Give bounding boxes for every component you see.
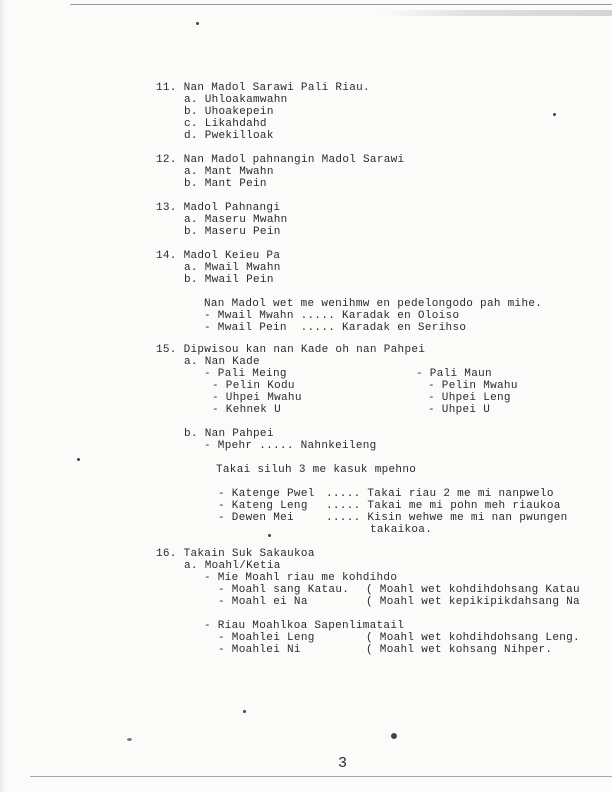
q13-option-b: b. Maseru Pein [184,226,281,238]
q16-group1-row1-left: - Moahl sang Katau. [218,584,350,596]
q14-option-b: b. Mwail Pein [184,274,274,286]
q15-b-label: b. Nan Pahpei [184,428,274,440]
q11-option-b: b. Uhoakepein [184,106,274,118]
q16-heading: 16. Takain Suk Sakaukoa [156,548,315,560]
q15-pair-1-right: ..... Takai riau 2 me mi nanpwelo [326,488,554,500]
q15-b-sub: - Mpehr ..... Nahnkeileng [204,440,377,452]
q15-pair-2-right: ..... Takai me mi pohn meh riaukoa [326,500,561,512]
q15-left-4: - Kehnek U [212,404,282,416]
scan-speck [127,738,132,741]
scan-top-shadow [380,10,612,16]
q15-pair-continuation: takaikoa. [370,524,433,536]
q11-heading: 11. Nan Madol Sarawi Pali Riau. [156,82,370,94]
q16-group1-row2-right: ( Moahl wet kepikipikdahsang Na [366,596,580,608]
q12-option-b: b. Mant Pein [184,178,267,190]
scan-speck [77,458,80,461]
q16-group2-row1-left: - Moahlei Leng [218,632,315,644]
q11-option-c: c. Likahdahd [184,118,267,130]
q15-pair-3-left: - Dewen Mei [218,512,294,524]
q14-sub-1: - Mwail Mwahn ..... Karadak en Oloiso [204,310,460,322]
q16-group2-row1-right: ( Moahl wet kohdihdohsang Leng. [366,632,580,644]
q15-pair-2-left: - Kateng Leng [218,500,308,512]
q15-left-2: - Pelin Kodu [212,380,295,392]
q15-pair-1-left: - Katenge Pwel [218,488,315,500]
q11-option-a: a. Uhloakamwahn [184,94,288,106]
q12-option-a: a. Mant Mwahn [184,166,274,178]
q16-group1-title: - Mie Moahl riau me kohdihdo [204,572,398,584]
scan-left-edge [0,0,6,792]
q13-heading: 13. Madol Pahnangi [156,202,281,214]
q15-pair-3-right: ..... Kisin wehwe me mi nan pwungen [326,512,568,524]
q15-takai: Takai siluh 3 me kasuk mpehno [216,464,417,476]
q11-option-d: d. Pwekilloak [184,130,274,142]
q14-sub-2: - Mwail Pein ..... Karadak en Serihso [204,322,467,334]
q16-a-label: a. Moahl/Ketia [184,560,281,572]
q15-right-2: - Pelin Mwahu [428,380,518,392]
q15-left-3: - Uhpei Mwahu [212,392,302,404]
q15-heading: 15. Dipwisou kan nan Kade oh nan Pahpei [156,344,426,356]
q12-heading: 12. Nan Madol pahnangin Madol Sarawi [156,154,405,166]
scan-speck [553,113,556,116]
q16-group2-title: - Riau Moahlkoa Sapenlimatail [204,620,405,632]
q16-group2-row2-left: - Moahlei Ni [218,644,301,656]
scan-speck [391,733,397,739]
q13-option-a: a. Maseru Mwahn [184,214,288,226]
q16-group2-row2-right: ( Moahl wet kohsang Nihper. [366,644,553,656]
q16-group1-row2-left: - Moahl ei Na [218,596,308,608]
q14-option-a: a. Mwail Mwahn [184,262,281,274]
q16-group1-row1-right: ( Moahl wet kohdihdohsang Katau [366,584,580,596]
q15-right-3: - Uhpei Leng [428,392,511,404]
q15-left-1: - Pali Meing [204,368,287,380]
q14-heading: 14. Madol Keieu Pa [156,250,281,262]
scan-speck [243,710,246,713]
scan-bottom-edge [30,776,612,777]
q14-note: Nan Madol wet me wenihmw en pedelongodo pah mihe. [204,298,543,310]
page-number: 3 [338,755,348,772]
scan-speck [196,22,199,25]
q15-right-1: - Pali Maun [416,368,492,380]
q15-a-label: a. Nan Kade [184,356,260,368]
q15-right-4: - Uhpei U [428,404,491,416]
scan-speck [268,534,271,537]
